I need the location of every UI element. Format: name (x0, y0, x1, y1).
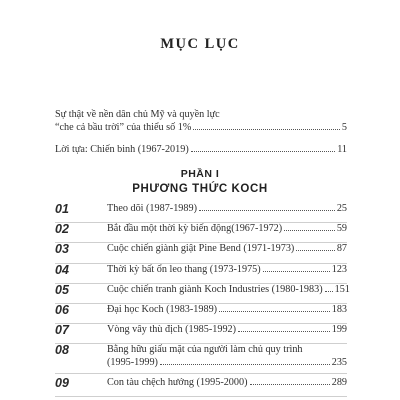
page-number: 5 (341, 122, 347, 133)
dot-leader (263, 271, 330, 272)
dot-leader (325, 291, 333, 292)
page-number: 123 (331, 264, 347, 275)
front-matter-entry-1 (55, 108, 347, 134)
dot-leader (296, 250, 335, 251)
entry-text-line2: “che cả bầu trời” của thiểu số 1% (55, 122, 192, 133)
chapter-number: 06 (55, 303, 69, 317)
page-number: 199 (331, 324, 347, 335)
chapter-entry-06 (55, 303, 347, 324)
chapter-entry-09 (55, 376, 347, 397)
chapter-number: 08 (55, 343, 69, 357)
page-number: 151 (334, 284, 350, 295)
chapter-number: 01 (55, 202, 69, 216)
dot-leader (284, 230, 335, 231)
front-matter-entry-2 (55, 143, 347, 156)
chapter-number: 04 (55, 263, 69, 277)
chapter-entry-02 (55, 222, 347, 243)
chapter-number: 07 (55, 323, 69, 337)
page-number: 235 (331, 356, 347, 368)
chapter-entry-05 (55, 283, 350, 304)
chapter-entry-08 (55, 343, 347, 374)
chapter-number: 02 (55, 222, 69, 236)
chapter-title: Bắt đầu một thời kỳ biến động(1967-1972) (107, 223, 283, 234)
part-label: PHẦN I (180, 168, 220, 180)
page-number: 59 (336, 223, 347, 234)
page-number: 25 (336, 203, 347, 214)
chapter-title: Con tàu chệch hướng (1995-2000) (107, 377, 248, 388)
dot-leader (199, 210, 335, 211)
chapter-title: Cuộc chiến giành giật Pine Bend (1971-1973) (107, 243, 295, 254)
chapter-title-line1: Bằng hữu giấu mặt của người làm chủ quy trình (107, 344, 303, 355)
page-number: 183 (331, 304, 347, 315)
chapter-entry-07 (55, 323, 347, 344)
dot-leader (250, 384, 330, 385)
dot-leader (219, 311, 330, 312)
chapter-entry-04 (55, 263, 347, 284)
part-title: PHƯƠNG THỨC KOCH (132, 183, 268, 195)
page-number: 87 (336, 243, 347, 254)
dot-leader (160, 364, 330, 365)
chapter-title: Vòng vây thù địch (1985-1992) (107, 324, 237, 335)
chapter-title: Thời kỳ bất ổn leo thang (1973-1975) (107, 264, 261, 275)
entry-text: Lời tựa: Chiến binh (1967-2019) (55, 144, 189, 155)
chapter-number: 03 (55, 242, 69, 256)
dot-leader (193, 129, 340, 130)
page-number: 289 (331, 377, 347, 388)
chapter-number: 09 (55, 376, 69, 390)
chapter-title: Cuộc chiến tranh giành Koch Industries (1980-1983) (107, 284, 323, 295)
chapter-entry-01 (55, 202, 347, 223)
dot-leader (191, 151, 335, 152)
chapter-number: 05 (55, 283, 69, 297)
chapter-entry-03 (55, 242, 347, 264)
page-number: 11 (337, 144, 347, 155)
chapter-title: Theo dõi (1987-1989) (107, 203, 197, 214)
dot-leader (238, 331, 330, 332)
chapter-title: Đại học Koch (1983-1989) (107, 304, 218, 315)
page-title: MỤC LỤC (160, 36, 240, 52)
entry-text-line1: Sự thật về nền dân chủ Mỹ và quyền lực (55, 109, 220, 120)
chapter-title-line2: (1995-1999) (107, 356, 158, 368)
